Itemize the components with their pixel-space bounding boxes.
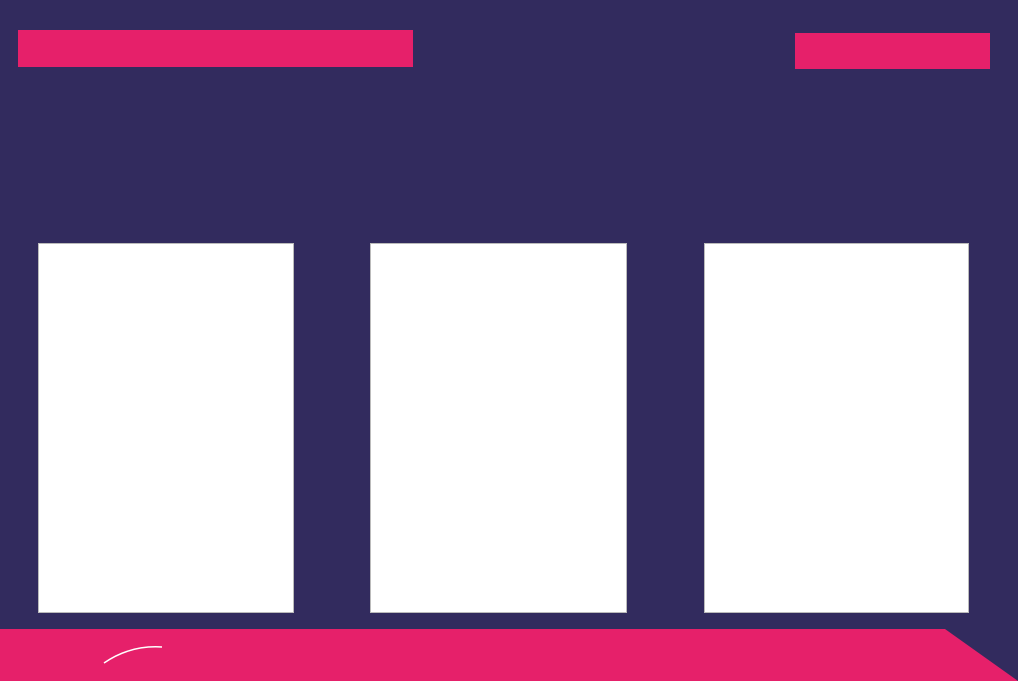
topic-badge: [795, 33, 990, 69]
title-banner: [18, 30, 413, 67]
denary-hex-worksheet: [704, 243, 969, 613]
hex-denary-worksheet: [370, 243, 627, 613]
binary-denary-worksheet: [38, 243, 294, 613]
footer-corner: [945, 629, 1018, 681]
logo-swoosh-icon: [100, 641, 170, 669]
